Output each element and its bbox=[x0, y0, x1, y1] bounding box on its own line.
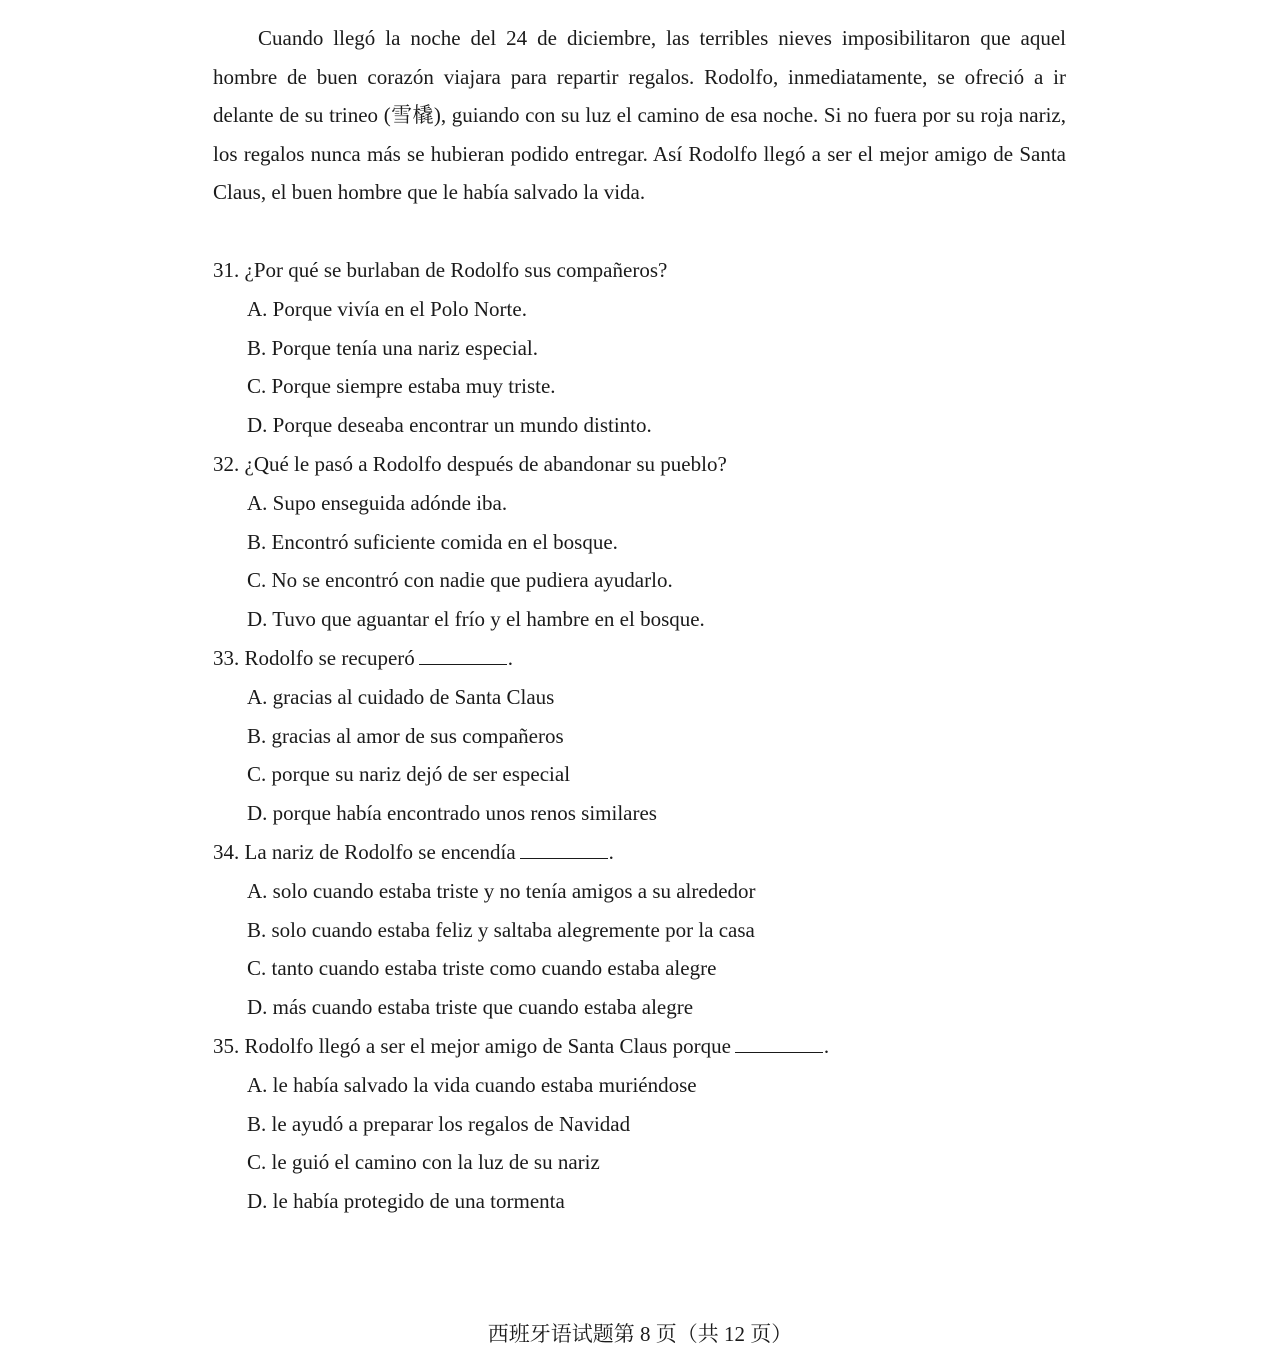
question-stem-text: 34. La nariz de Rodolfo se encendía bbox=[213, 839, 516, 864]
question-stem-text: 35. Rodolfo llegó a ser el mejor amigo de Santa Claus porque bbox=[213, 1033, 731, 1058]
question-stem-end: . bbox=[608, 839, 614, 864]
question-stem-text: 31. ¿Por qué se burlaban de Rodolfo sus compañeros? bbox=[213, 258, 668, 282]
question-stem-end: . bbox=[507, 645, 514, 670]
question-31-option-a: A. Porque vivía en el Polo Norte. bbox=[247, 296, 527, 321]
question-stem-text: 32. ¿Qué le pasó a Rodolfo después de abandonar su pueblo? bbox=[213, 451, 727, 476]
question-list bbox=[213, 251, 1073, 1221]
question-35-option-b: B. le ayudó a preparar los regalos de Navidad bbox=[247, 1111, 631, 1136]
question-33-option-a: A. gracias al cuidado de Santa Claus bbox=[247, 684, 555, 709]
question-35-option-d: D. le había protegido de una tormenta bbox=[247, 1189, 565, 1214]
question-stem-end: . bbox=[823, 1033, 830, 1058]
reading-passage: Cuando llegó la noche del 24 de diciembre, las terribles nieves imposibilitaron que aquel hombre de buen corazón viajara para repartir regalos. Rodolfo, inmediatamente, se ofreció a ir delante de su trineo (雪橇), guiando con su luz el camino de esa noche. Si no fuera por su roja nariz, los regalos nunca más se hubieran podido entregar. Así Rodolfo llegó a ser el mejor amigo de Santa Claus, el buen hombre que le había salvado la vida. bbox=[213, 26, 1066, 205]
question-32-stem bbox=[213, 445, 1073, 484]
question-32-option-a: A. Supo enseguida adónde iba. bbox=[247, 490, 508, 515]
answer-blank bbox=[419, 646, 507, 665]
question-32-option-c: C. No se encontró con nadie que pudiera ayudarlo. bbox=[247, 568, 673, 593]
question-34-option-b: B. solo cuando estaba feliz y saltaba alegremente por la casa bbox=[247, 917, 755, 942]
question-33-option-b: B. gracias al amor de sus compañeros bbox=[247, 723, 564, 748]
question-35-option-a: A. le había salvado la vida cuando estaba muriéndose bbox=[247, 1072, 697, 1097]
question-33-stem bbox=[213, 639, 1073, 678]
question-35-option-c: C. le guió el camino con la luz de su nariz bbox=[247, 1150, 600, 1175]
question-31-option-c: C. Porque siempre estaba muy triste. bbox=[247, 374, 556, 399]
question-35-stem bbox=[213, 1027, 1073, 1066]
page-footer: 西班牙语试题第 8 页（共 12 页） bbox=[487, 1322, 793, 1346]
answer-blank bbox=[520, 840, 608, 859]
question-33-option-c: C. porque su nariz dejó de ser especial bbox=[247, 762, 571, 787]
question-34-option-d: D. más cuando estaba triste que cuando estaba alegre bbox=[247, 995, 694, 1020]
question-stem-text: 33. Rodolfo se recuperó bbox=[213, 645, 415, 670]
question-31-stem bbox=[213, 251, 1073, 290]
question-31-option-d: D. Porque deseaba encontrar un mundo distinto. bbox=[247, 413, 652, 438]
question-34-option-a: A. solo cuando estaba triste y no tenía amigos a su alrededor bbox=[247, 878, 756, 903]
question-32-option-b: B. Encontró suficiente comida en el bosque. bbox=[247, 529, 618, 554]
answer-blank bbox=[735, 1034, 823, 1053]
question-33-option-d: D. porque había encontrado unos renos similares bbox=[247, 801, 657, 826]
question-31-option-b: B. Porque tenía una nariz especial. bbox=[247, 335, 538, 360]
question-32-option-d: D. Tuvo que aguantar el frío y el hambre en el bosque. bbox=[247, 607, 705, 632]
question-34-stem bbox=[213, 833, 1073, 872]
question-34-option-c: C. tanto cuando estaba triste como cuando estaba alegre bbox=[247, 956, 717, 981]
